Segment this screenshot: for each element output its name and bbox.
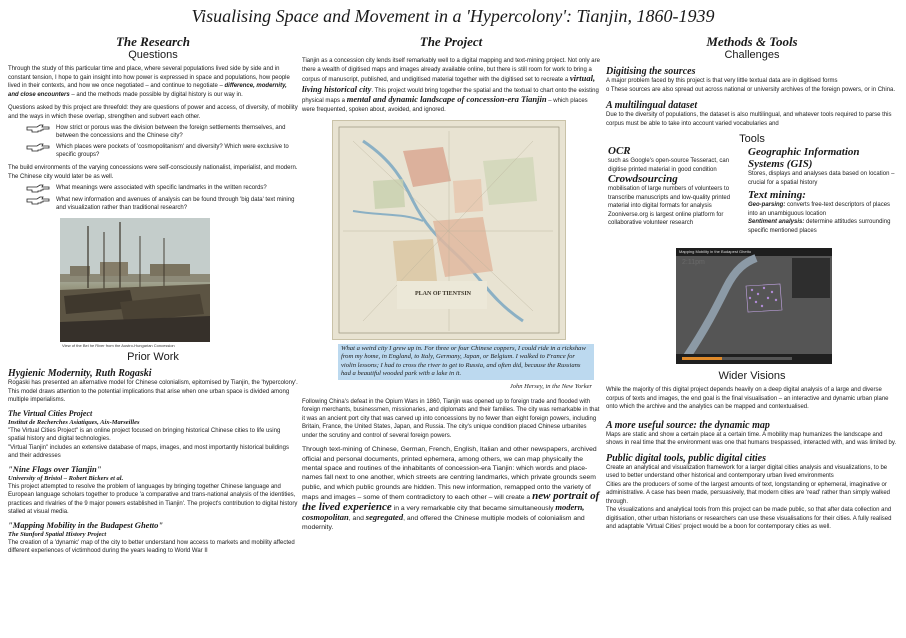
prior-work-text: "Virtual Tianjin" includes an extensive database of maps, images, and most importantly historical buildings and their addresses [8,444,289,459]
project-column [302,34,600,533]
mobility-map-screenshot [676,248,832,364]
prior-work-text: "The Virtual Cities Project" is an online project focused on bringing historical Chinese cities to life using spatial history and digital technologies. [8,427,281,442]
project-intro: Tianjin as a concession city lends itself remarkably well to a digital mapping and text-mining project. Not only are there a wealth of digitised maps and images already available online, but there is still room for work to bring a corpus of manuscript, published, and undigitised material together with the digitised set to recreate a virtual, living historical city. This project would bring together the spatial and the textual to chart onto the existing physical maps a mental and dynamic landscape of concession-era Tianjin – which places were frequented, spoken about, avoided, and ignored. [302,58,600,113]
methods-column [606,34,898,532]
wider-visions-heading: Wider Visions [718,370,786,382]
intro-emphasis: difference, modernity, and close encounters [8,83,287,98]
pointing-hand-icon [26,196,50,205]
prior-work-heading: Prior Work [127,351,179,363]
question-item: Which places were pockets of 'cosmopolitanism' and diversity? Which were exclusive to specific groups? [26,143,298,159]
tool-crowdsourcing: Crowdsourcing mobilisation of large numbers of volunteers to transcribe manuscripts and low-quality printed material into digital formats for analysis Zooniverse.org is largest online platform for collaborative volunteer research [608,173,731,226]
vision-text: Cities are the producers of some of the largest amounts of text, longstanding or ephemeral, imaginative or administrative. A case has been made, persuasively, that modern cities are 'read' rather than simply walked through. [606,481,890,505]
project-heading: The Project [419,34,483,49]
pointing-hand-icon [26,184,50,193]
mobility-map-illustration [676,248,832,364]
prior-work-title: "Mapping Mobility in the Budapest Ghetto" [8,519,164,530]
quote-attribution: John Hersey, in the New Yorker [509,382,592,390]
challenges-heading: Challenges [724,49,780,61]
research-heading: The Research [115,34,191,49]
prior-work-subtitle: The Stanford Spatial History Project [8,530,107,538]
poster-title: Visualising Space and Movement in a 'Hypercolony': Tianjin, 1860-1939 [191,6,715,26]
prior-work-text: Rogaski has presented an alternative model for Chinese colonialism, epitomised by Tianjin, the 'hypercolony'. This model draws attention to the potential implications that arise when one urban space is divided among multiple imperialisms. [8,380,298,403]
tools-grid [606,146,898,244]
prior-work-subtitle: Institut de Recherches Asiatiques, Aix-Marseilles [8,418,140,426]
questions-heading: Questions [128,49,178,61]
history-text: Following China's defeat in the Opium Wars in 1860, Tianjin was opened up to foreign trade and flooded with foreign merchants, businessmen, missionaries, and diplomats and their families. The city was remarkable in that it was an ancient port city that was carved up into concessions by no fewer than eight foreign powers, including Britain, France, the United States, Japan, and Russia. The city's unique condition placed Chinese urbanites under the scrutiny and control of several foreign powers. [302,398,600,439]
prior-work-title: The Virtual Cities Project [8,408,93,418]
wider-visions-text: While the majority of this digital project depends heavily on a deep digital analysis of a large and diverse corpus of texts and images, the end goal is the final visualisation – an interactive and dynamic urban plane onto which the archive and the analytics can be mapped and contextualised. [606,387,889,410]
pointing-hand-icon [26,143,50,152]
text-mining-text: Through text-mining of Chinese, German, French, English, Italian and other newspapers, archived official and personal documents, printed ephemera, among others, we can map physically the mental space and routines of the inhabitants of concession-era Tianjin: which words and place-names fall next to one another, which streets are centring landmarks, which private grounds seem public, and which public grounds are hidden. This new information, remapped onto the variety of maps and images – some of them contradictory to each other – will create a new portrait of the lived experience in a very remarkable city that became simultaneously modern, cosmopolitan, and segregated, and offered the Chinese multiple models of colonialism and modernity. [302,446,600,532]
pointing-hand-icon [26,124,50,133]
prior-work-text: The creation of a 'dynamic' map of the city to better understand how access to markets and mobility affected different experiences of victimhood during the years leading to World War II [8,539,295,554]
intro-text: Through the study of this particular time and place, where several populations lived side by side and in constant tension, I hope to gain insight into how power is expressed in space and populations, how people lived in their contexts, and how we once negotiated – and continue to negotiate – difference, modernity, and close encounters – and the methods made possible by digital history is our way in. [8,66,290,98]
prior-work-subtitle: University of Bristol – Robert Bickers et al. [8,474,124,482]
built-environment-text: The build environments of the varying concessions were self-consciously nationalist, imperialist, and modern. The Chinese city would later be as well. [8,165,298,180]
prior-work-text: This project attempted to resolve the problem of languages by bringing together Chinese language and European language scholars together to produce 'a comparative and trans-national analysis of the identities, practices and rivalries of the 9 major powers established in Tianjin'. The project's contribution to digital history stalled at visual media. [8,483,298,515]
research-column [8,34,298,556]
vision-text: Create an analytical and visualization framework for a larger digital cities analysis and visualizations, to be used to better understand other historical and contemporary urban lived environments [606,464,888,479]
tool-gis: Geographic Information Systems (GIS) Stores, displays and analyses data based on location – crucial for a spatial history [748,146,895,186]
methods-heading: Methods & Tools [706,34,798,49]
tientsin-map-illustration [333,121,565,339]
map-title: PLAN OF TIENTSIN [414,291,471,297]
tientsin-map [332,120,566,340]
question-item: What meanings were associated with specific landmarks in the written records? [26,184,298,193]
prior-work-title: Hygienic Modernity, Ruth Rogaski [8,368,152,379]
challenge-text: Due to the diversity of populations, the dataset is also multilingual, and whatever tools required to parse this corpus must be able to take into account varied vocabularies and [606,112,892,127]
mobility-map-header: Mapping Mobility in the Budapest Ghetto [676,248,832,256]
vision-text: The visualizations and analytical tools from this project can be made public, so that after data collection and digitisation, other urban historians or researchers can use these visualisations for their cities. A fully realised and adaptable 'Virtual Cities' project would be a boon for contemporary cities as well. [606,507,892,530]
photo-caption: View of the Bei he River from the Austro-Hungarian Concession [62,343,175,348]
questions-intro: Questions asked by this project are threefold: they are questions of power and access, of diversity, of mobility and the ways in which these overlap, strengthen and subvert each other. [8,105,298,120]
hersey-quote: What a weird city I grew up in. For three or four Chinese coppers, I could ride in a rickshaw from my home, in England, to Italy, Germany, Japan, or Belgium. I walked to France for violin lessons; I had to cross the river to get to Russia, and often did, because the Russians had a beautiful wooded park with a lake in it. [338,344,594,380]
river-photo [60,218,210,342]
challenge-title: A multilingual dataset [606,100,698,111]
vision-title: Public digital tools, public digital cities [606,452,766,464]
tool-ocr: OCR such as Google's open-source Tesseract, can digitise printed material in good condition [608,145,730,173]
challenge-bullet: o These sources are also spread out across national or university archives of the foreign powers, or in China. [606,86,896,93]
question-item: How strict or porous was the division between the foreign settlements themselves, and between the concessions and the Chinese city? [26,124,298,140]
question-item: What new information and avenues of analysis can be found through 'big data' text mining and visualization rather than traditional research? [26,196,298,212]
prior-work-title: "Nine Flags over Tianjin" [8,463,102,474]
tool-text-mining: Text mining: Geo-parsing: converts free-text descriptors of places into an unambiguous location Sentiment analysis: determine attitudes surrounding specific mentioned places [748,189,891,234]
challenge-text: A major problem faced by this project is that very little textual data are in digitised forms [606,78,838,84]
vision-text: Maps are static and show a certain place at a certain time. A mobility map humanizes the landscape and shows in real time that the environment was one that humans trespassed, interacted with, and was limited by. [606,431,897,446]
vision-title: A more useful source: the dynamic map [606,419,770,431]
challenge-title: Digitising the sources [606,66,696,77]
river-photo-illustration [60,218,210,342]
tools-heading: Tools [739,133,765,145]
